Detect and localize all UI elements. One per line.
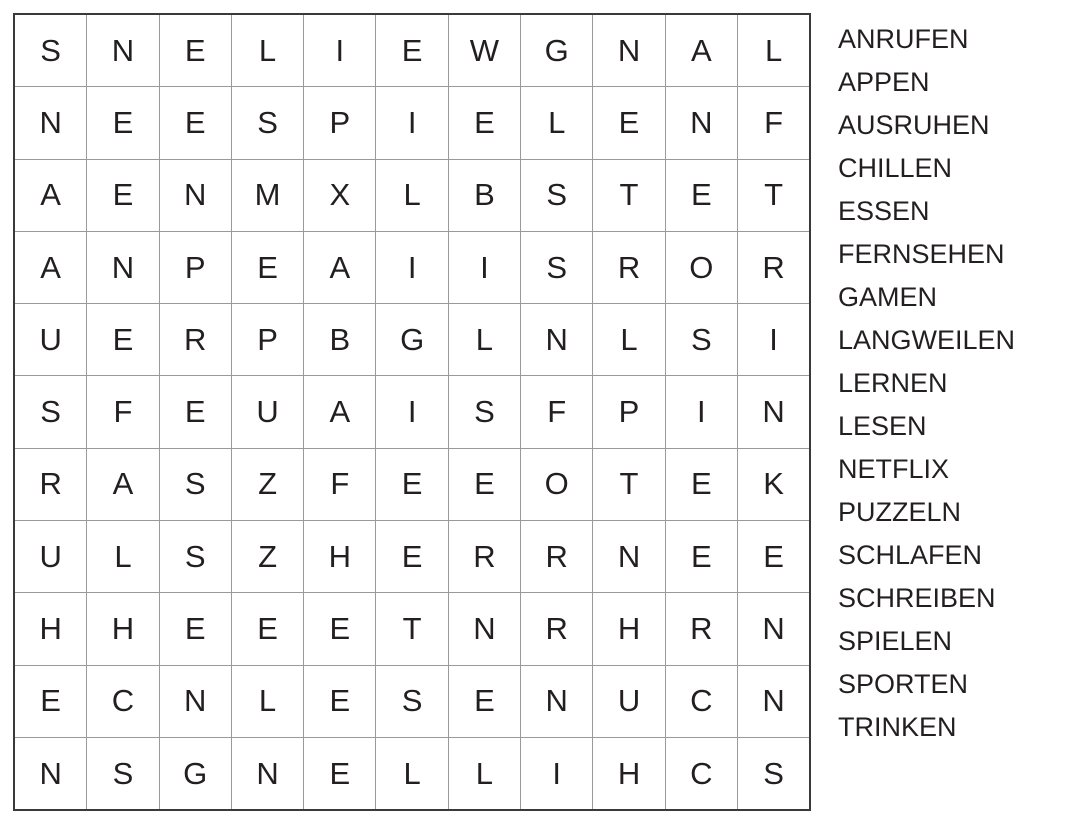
grid-cell[interactable]: W bbox=[448, 14, 520, 87]
grid-cell[interactable]: A bbox=[14, 231, 87, 303]
grid-cell[interactable]: I bbox=[376, 376, 448, 448]
grid-cell[interactable]: P bbox=[231, 304, 303, 376]
grid-row bbox=[14, 231, 810, 303]
grid-cell[interactable]: E bbox=[376, 521, 448, 593]
word-list-item[interactable]: PUZZELN bbox=[838, 497, 962, 527]
grid-cell[interactable]: S bbox=[376, 665, 448, 737]
grid-cell[interactable]: G bbox=[376, 304, 448, 376]
grid-cell[interactable]: E bbox=[87, 87, 159, 159]
grid-cell[interactable]: U bbox=[231, 376, 303, 448]
grid-cell[interactable]: I bbox=[448, 231, 520, 303]
grid-cell[interactable]: E bbox=[665, 159, 737, 231]
grid-row bbox=[14, 87, 810, 159]
grid-cell[interactable]: E bbox=[304, 593, 376, 665]
grid-cell[interactable]: I bbox=[376, 87, 448, 159]
grid-row bbox=[14, 593, 810, 665]
grid-body bbox=[14, 14, 810, 810]
grid-cell[interactable]: R bbox=[14, 448, 87, 520]
grid-cell[interactable]: L bbox=[448, 304, 520, 376]
grid-cell[interactable]: E bbox=[231, 231, 303, 303]
grid-cell[interactable]: I bbox=[521, 737, 593, 810]
grid-cell[interactable]: M bbox=[231, 159, 303, 231]
grid-cell[interactable]: E bbox=[159, 14, 231, 87]
grid-row bbox=[14, 665, 810, 737]
grid-cell[interactable]: E bbox=[376, 448, 448, 520]
grid-cell[interactable]: E bbox=[231, 593, 303, 665]
grid-cell[interactable]: S bbox=[231, 87, 303, 159]
grid-cell[interactable]: C bbox=[665, 737, 737, 810]
grid-cell[interactable]: E bbox=[159, 87, 231, 159]
grid-cell[interactable]: X bbox=[304, 159, 376, 231]
grid-cell[interactable]: E bbox=[159, 593, 231, 665]
word-list bbox=[838, 18, 1068, 749]
grid-cell[interactable]: E bbox=[304, 737, 376, 810]
grid-cell[interactable]: E bbox=[448, 87, 520, 159]
grid-cell[interactable]: T bbox=[376, 593, 448, 665]
grid-cell[interactable]: N bbox=[159, 665, 231, 737]
word-list-item[interactable]: ESSEN bbox=[838, 196, 930, 226]
grid-cell[interactable]: N bbox=[14, 737, 87, 810]
grid-cell[interactable]: S bbox=[159, 448, 231, 520]
grid-cell[interactable]: T bbox=[593, 159, 665, 231]
grid-cell[interactable]: L bbox=[521, 87, 593, 159]
grid-cell[interactable]: N bbox=[737, 665, 810, 737]
word-list-item[interactable]: SCHREIBEN bbox=[838, 583, 996, 613]
grid-cell[interactable]: S bbox=[665, 304, 737, 376]
grid-cell[interactable]: I bbox=[737, 304, 810, 376]
word-list-item[interactable]: NETFLIX bbox=[838, 454, 950, 484]
grid-cell[interactable]: U bbox=[14, 304, 87, 376]
grid-cell[interactable]: F bbox=[737, 87, 810, 159]
grid-cell[interactable]: P bbox=[159, 231, 231, 303]
grid-cell[interactable]: N bbox=[159, 159, 231, 231]
grid-cell[interactable]: S bbox=[521, 159, 593, 231]
grid-cell[interactable]: G bbox=[159, 737, 231, 810]
grid-cell[interactable]: N bbox=[521, 665, 593, 737]
word-list-item[interactable]: LERNEN bbox=[838, 368, 948, 398]
grid-cell[interactable]: B bbox=[304, 304, 376, 376]
grid-row bbox=[14, 304, 810, 376]
grid-cell[interactable]: E bbox=[376, 14, 448, 87]
grid-cell[interactable]: O bbox=[665, 231, 737, 303]
grid-cell[interactable]: R bbox=[665, 593, 737, 665]
word-list-item[interactable]: ANRUFEN bbox=[838, 24, 969, 54]
grid-cell[interactable]: A bbox=[87, 448, 159, 520]
grid-cell[interactable]: S bbox=[87, 737, 159, 810]
grid-cell[interactable]: E bbox=[448, 665, 520, 737]
grid-cell[interactable]: S bbox=[521, 231, 593, 303]
grid-cell[interactable]: I bbox=[665, 376, 737, 448]
grid-cell[interactable]: F bbox=[87, 376, 159, 448]
grid-cell[interactable]: L bbox=[593, 304, 665, 376]
grid-cell[interactable]: R bbox=[593, 231, 665, 303]
word-list-item[interactable]: SPIELEN bbox=[838, 626, 953, 656]
grid-cell[interactable]: E bbox=[448, 448, 520, 520]
word-search-grid-container bbox=[13, 13, 798, 798]
grid-cell[interactable]: H bbox=[87, 593, 159, 665]
grid-cell[interactable]: A bbox=[665, 14, 737, 87]
grid-row bbox=[14, 448, 810, 520]
grid-cell[interactable]: H bbox=[304, 521, 376, 593]
grid-cell[interactable]: R bbox=[448, 521, 520, 593]
grid-cell[interactable]: S bbox=[737, 737, 810, 810]
grid-cell[interactable]: H bbox=[593, 593, 665, 665]
grid-cell[interactable]: N bbox=[737, 376, 810, 448]
grid-cell[interactable]: F bbox=[521, 376, 593, 448]
grid-cell[interactable]: R bbox=[737, 231, 810, 303]
grid-cell[interactable]: I bbox=[304, 14, 376, 87]
grid-cell[interactable]: O bbox=[521, 448, 593, 520]
grid-cell[interactable]: S bbox=[159, 521, 231, 593]
grid-cell[interactable]: A bbox=[14, 159, 87, 231]
grid-cell[interactable]: N bbox=[87, 14, 159, 87]
grid-row bbox=[14, 376, 810, 448]
grid-cell[interactable]: E bbox=[304, 665, 376, 737]
grid-row bbox=[14, 521, 810, 593]
grid-cell[interactable]: N bbox=[593, 521, 665, 593]
grid-cell[interactable]: F bbox=[304, 448, 376, 520]
grid-cell[interactable]: C bbox=[87, 665, 159, 737]
grid-cell[interactable]: E bbox=[665, 521, 737, 593]
grid-cell[interactable]: L bbox=[737, 14, 810, 87]
grid-cell[interactable]: E bbox=[665, 448, 737, 520]
word-list-item[interactable]: LANGWEILEN bbox=[838, 325, 1016, 355]
word-list-item[interactable]: LESEN bbox=[838, 411, 927, 441]
grid-cell[interactable]: R bbox=[159, 304, 231, 376]
word-list-item[interactable]: SPORTEN bbox=[838, 669, 969, 699]
grid-row bbox=[14, 737, 810, 810]
word-list-item[interactable]: APPEN bbox=[838, 67, 930, 97]
grid-cell[interactable]: E bbox=[159, 376, 231, 448]
grid-cell[interactable]: P bbox=[304, 87, 376, 159]
grid-cell[interactable]: N bbox=[87, 231, 159, 303]
grid-row bbox=[14, 14, 810, 87]
grid-cell[interactable]: N bbox=[231, 737, 303, 810]
grid-cell[interactable]: K bbox=[737, 448, 810, 520]
word-list-item[interactable]: TRINKEN bbox=[838, 712, 957, 742]
grid-row bbox=[14, 159, 810, 231]
grid-cell[interactable]: L bbox=[231, 665, 303, 737]
grid-cell[interactable]: H bbox=[593, 737, 665, 810]
grid-cell[interactable]: A bbox=[304, 231, 376, 303]
word-list-item[interactable]: FERNSEHEN bbox=[838, 239, 1005, 269]
word-search-grid[interactable] bbox=[13, 13, 811, 811]
grid-cell[interactable]: H bbox=[14, 593, 87, 665]
grid-cell[interactable]: N bbox=[593, 14, 665, 87]
grid-cell[interactable]: C bbox=[665, 665, 737, 737]
grid-cell[interactable]: E bbox=[14, 665, 87, 737]
grid-cell[interactable]: Z bbox=[231, 521, 303, 593]
grid-cell[interactable]: U bbox=[593, 665, 665, 737]
grid-cell[interactable]: T bbox=[737, 159, 810, 231]
word-list-item[interactable]: GAMEN bbox=[838, 282, 938, 312]
grid-cell[interactable]: L bbox=[376, 159, 448, 231]
grid-cell[interactable]: B bbox=[448, 159, 520, 231]
grid-cell[interactable]: S bbox=[14, 14, 87, 87]
grid-cell[interactable]: N bbox=[521, 304, 593, 376]
grid-cell[interactable]: L bbox=[231, 14, 303, 87]
grid-cell[interactable]: G bbox=[521, 14, 593, 87]
grid-cell[interactable]: S bbox=[448, 376, 520, 448]
grid-cell[interactable]: R bbox=[521, 521, 593, 593]
grid-cell[interactable]: E bbox=[593, 87, 665, 159]
grid-cell[interactable]: T bbox=[593, 448, 665, 520]
grid-cell[interactable]: L bbox=[448, 737, 520, 810]
grid-cell[interactable]: L bbox=[87, 521, 159, 593]
grid-cell[interactable]: P bbox=[593, 376, 665, 448]
grid-cell[interactable]: N bbox=[448, 593, 520, 665]
word-list-item[interactable]: CHILLEN bbox=[838, 153, 953, 183]
grid-cell[interactable]: E bbox=[87, 304, 159, 376]
grid-cell[interactable]: U bbox=[14, 521, 87, 593]
grid-cell[interactable]: E bbox=[737, 521, 810, 593]
grid-cell[interactable]: E bbox=[87, 159, 159, 231]
grid-cell[interactable]: I bbox=[376, 231, 448, 303]
grid-cell[interactable]: A bbox=[304, 376, 376, 448]
word-list-item[interactable]: SCHLAFEN bbox=[838, 540, 983, 570]
grid-cell[interactable]: L bbox=[376, 737, 448, 810]
grid-cell[interactable]: R bbox=[521, 593, 593, 665]
grid-cell[interactable]: N bbox=[737, 593, 810, 665]
word-list-item[interactable]: AUSRUHEN bbox=[838, 110, 990, 140]
grid-cell[interactable]: N bbox=[14, 87, 87, 159]
grid-cell[interactable]: Z bbox=[231, 448, 303, 520]
grid-cell[interactable]: N bbox=[665, 87, 737, 159]
grid-cell[interactable]: S bbox=[14, 376, 87, 448]
